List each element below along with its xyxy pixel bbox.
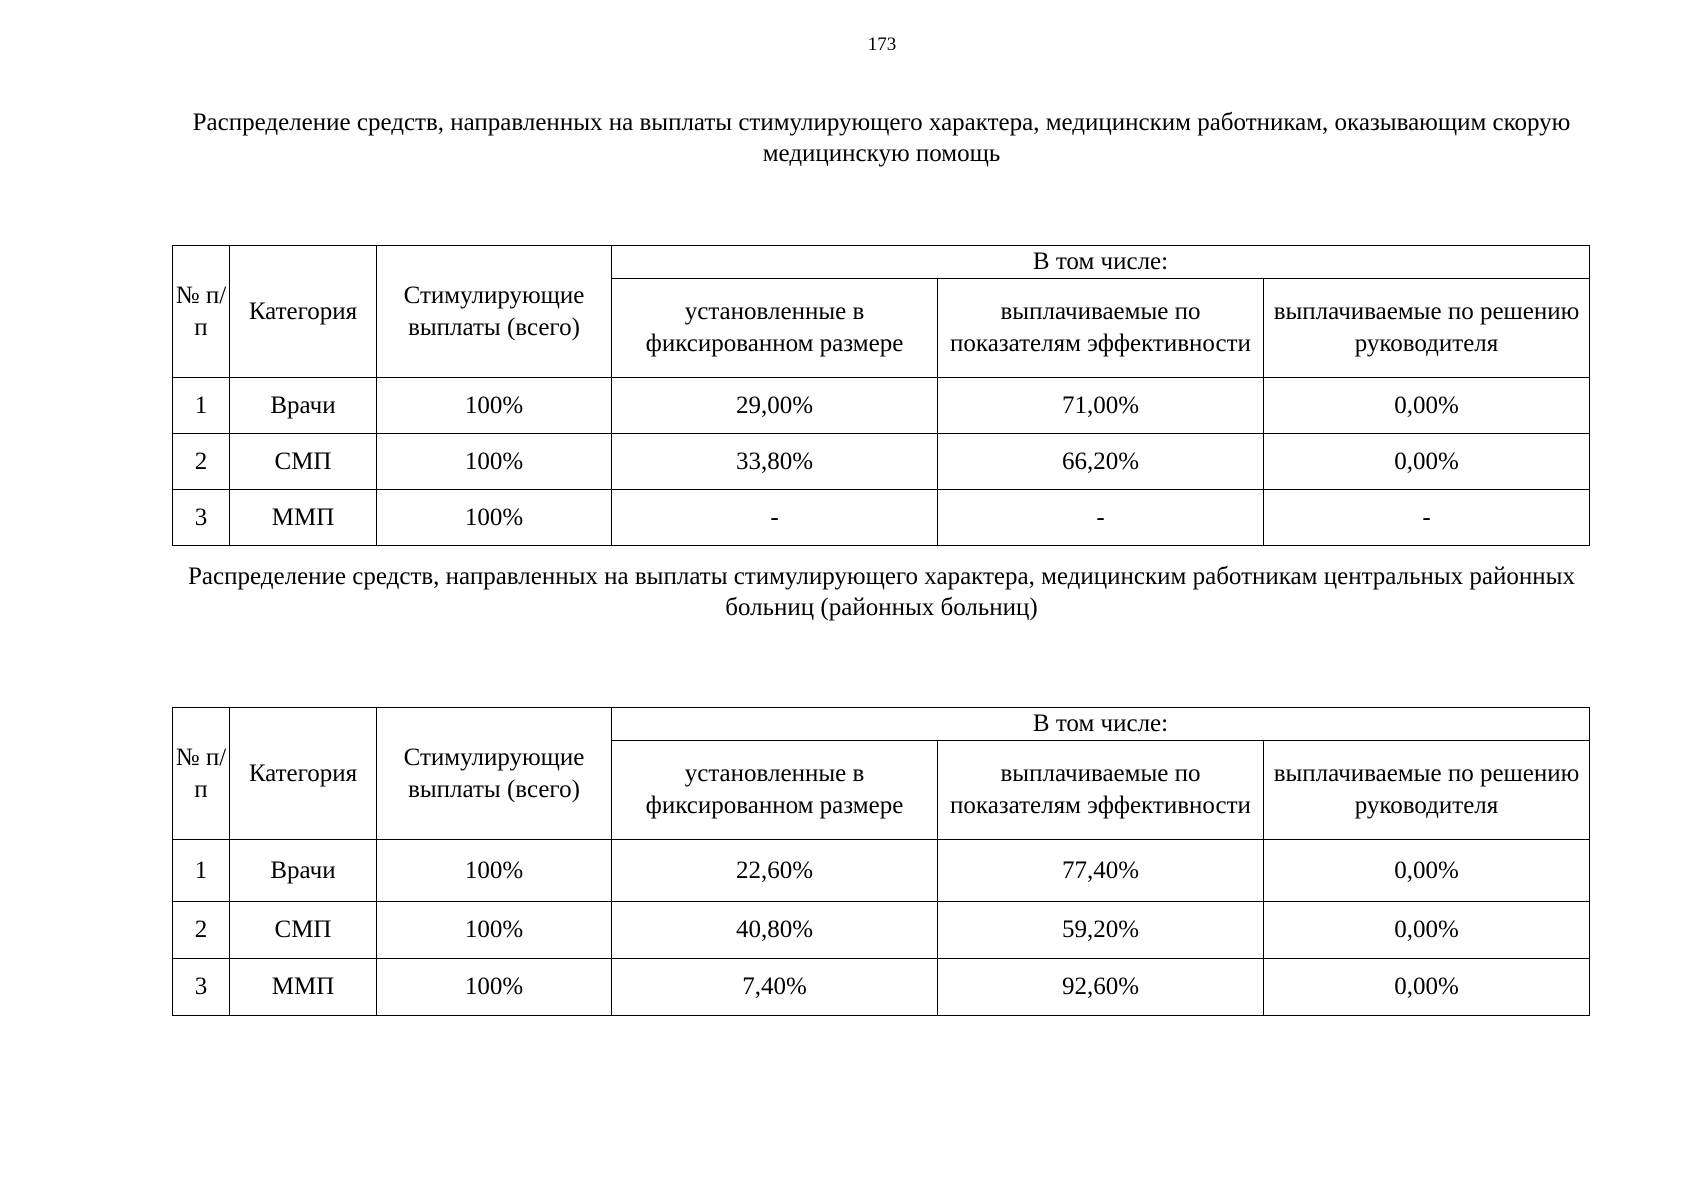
cell-total: 100% [377, 902, 612, 959]
table-row [173, 840, 1590, 902]
header-fixed: установленные в фиксированном размере [612, 279, 938, 378]
table-row [173, 959, 1590, 1016]
header-total: Стимулирующие выплаты (всего) [377, 246, 612, 378]
header-total: Стимулирующие выплаты (всего) [377, 708, 612, 840]
cell-total: 100% [377, 959, 612, 1016]
header-manager: выплачиваемые по решению руководителя [1264, 741, 1590, 840]
header-category: Категория [230, 246, 377, 378]
header-num: № п/п [173, 246, 230, 378]
section-title-district-hospitals: Распределение средств, направленных на выплаты стимулирующего характера, медицинским работникам центральных районных больниц (районных больниц) [188, 563, 1575, 621]
cell-total: 100% [377, 840, 612, 902]
cell-category: ММП [230, 959, 377, 1016]
cell-category: ММП [230, 490, 377, 546]
cell-category: СМП [230, 434, 377, 490]
table-row [173, 434, 1590, 490]
page-number: 173 [867, 34, 897, 55]
cell-performance: 59,20% [938, 902, 1264, 959]
header-including: В том числе: [612, 246, 1590, 279]
header-performance: выплачиваемые по показателям эффективности [938, 279, 1264, 378]
header-manager: выплачиваемые по решению руководителя [1264, 279, 1590, 378]
cell-total: 100% [377, 490, 612, 546]
cell-num: 3 [173, 490, 230, 546]
table-row [173, 902, 1590, 959]
cell-num: 3 [173, 959, 230, 1016]
cell-fixed: 7,40% [612, 959, 938, 1016]
cell-manager: 0,00% [1264, 959, 1590, 1016]
distribution-table-district-hospitals [172, 707, 1590, 1016]
cell-performance: 71,00% [938, 378, 1264, 434]
cell-manager: 0,00% [1264, 378, 1590, 434]
cell-fixed: 29,00% [612, 378, 938, 434]
cell-fixed: - [612, 490, 938, 546]
header-num: № п/п [173, 708, 230, 840]
header-including: В том числе: [612, 708, 1590, 741]
distribution-table-ambulance [172, 245, 1590, 546]
cell-category: Врачи [230, 378, 377, 434]
cell-manager: 0,00% [1264, 840, 1590, 902]
cell-category: Врачи [230, 840, 377, 902]
section-title-ambulance: Распределение средств, направленных на выплаты стимулирующего характера, медицинским работникам, оказывающим скорую медицинскую помощь [192, 109, 1571, 167]
cell-num: 2 [173, 902, 230, 959]
cell-performance: 66,20% [938, 434, 1264, 490]
cell-performance: 92,60% [938, 959, 1264, 1016]
cell-total: 100% [377, 378, 612, 434]
header-fixed: установленные в фиксированном размере [612, 741, 938, 840]
cell-fixed: 22,60% [612, 840, 938, 902]
cell-num: 1 [173, 378, 230, 434]
cell-category: СМП [230, 902, 377, 959]
cell-num: 1 [173, 840, 230, 902]
cell-num: 2 [173, 434, 230, 490]
cell-manager: 0,00% [1264, 434, 1590, 490]
header-category: Категория [230, 708, 377, 840]
table-row [173, 490, 1590, 546]
cell-manager: - [1264, 490, 1590, 546]
cell-fixed: 33,80% [612, 434, 938, 490]
cell-total: 100% [377, 434, 612, 490]
header-performance: выплачиваемые по показателям эффективности [938, 741, 1264, 840]
table-row [173, 378, 1590, 434]
cell-performance: 77,40% [938, 840, 1264, 902]
cell-performance: - [938, 490, 1264, 546]
cell-fixed: 40,80% [612, 902, 938, 959]
cell-manager: 0,00% [1264, 902, 1590, 959]
